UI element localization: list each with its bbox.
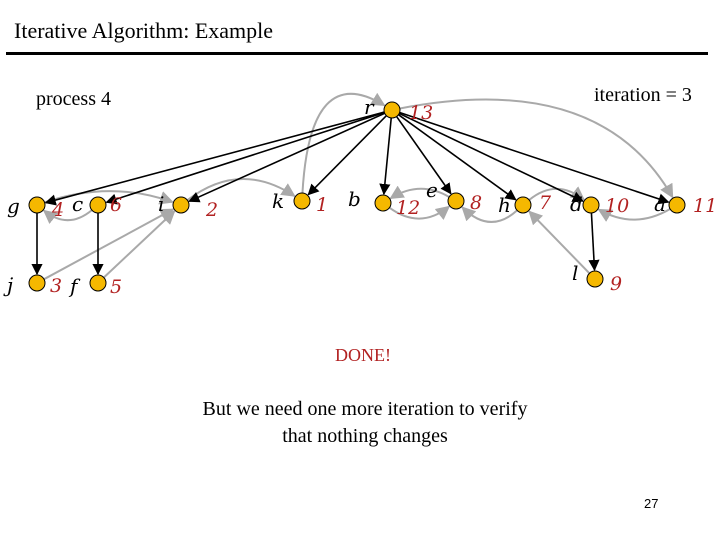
note-text: [140, 396, 590, 450]
note-line-2: that nothing changes: [282, 425, 448, 447]
node-number-r: 13: [409, 102, 434, 124]
node-j: [29, 275, 45, 291]
node-number-a: 11: [693, 195, 718, 217]
tree-edge-r-k: [308, 116, 386, 195]
node-label-b: b: [348, 187, 361, 211]
node-a: [669, 197, 685, 213]
gray-edge-f-i: [104, 211, 175, 277]
node-label-c: c: [72, 192, 84, 216]
node-number-j: 3: [50, 275, 63, 297]
page-number: 27: [644, 496, 659, 511]
node-number-g: 4: [52, 199, 65, 221]
node-f: [90, 275, 106, 291]
nodes: [3, 95, 717, 298]
tree-edge-r-e: [397, 117, 451, 194]
node-number-c: 6: [110, 194, 123, 216]
node-number-h: 7: [539, 192, 552, 214]
node-label-h: h: [498, 193, 511, 217]
node-number-b: 12: [396, 197, 421, 219]
node-label-e: e: [426, 178, 438, 202]
node-d: [583, 197, 599, 213]
node-number-e: 8: [470, 192, 483, 214]
node-label-r: r: [364, 95, 374, 119]
tree-edge-d-l: [591, 213, 594, 270]
node-h: [515, 197, 531, 213]
node-r: [384, 102, 400, 118]
iteration-label: iteration = 3: [594, 84, 692, 106]
node-i: [173, 197, 189, 213]
node-label-a: a: [654, 192, 666, 216]
node-label-g: g: [7, 194, 20, 218]
process-label: process 4: [36, 88, 111, 110]
node-label-f: f: [70, 274, 78, 298]
node-number-d: 10: [605, 195, 630, 217]
node-l: [587, 271, 603, 287]
gray-edge-l-h: [529, 211, 589, 273]
node-label-j: j: [7, 273, 14, 297]
node-c: [90, 197, 106, 213]
node-label-l: l: [572, 261, 579, 285]
node-number-l: 9: [610, 273, 623, 295]
node-label-i: i: [158, 192, 165, 216]
node-number-k: 1: [316, 194, 329, 216]
gray-edge-r-a: [400, 100, 673, 198]
note-line-1: But we need one more iteration to verify: [202, 398, 528, 420]
node-label-k: k: [272, 189, 285, 213]
node-number-i: 2: [206, 199, 219, 221]
done-label: DONE!: [335, 345, 391, 365]
tree-edge-r-a: [400, 113, 669, 203]
tree-edge-r-c: [107, 112, 385, 202]
node-b: [375, 195, 391, 211]
node-e: [448, 193, 464, 209]
node-g: [29, 197, 45, 213]
node-number-f: 5: [110, 276, 123, 298]
node-k: [294, 193, 310, 209]
tree-edge-r-h: [398, 115, 515, 200]
slide-title: Iterative Algorithm: Example: [14, 18, 274, 43]
node-label-d: d: [570, 192, 583, 216]
tree-edge-r-b: [384, 118, 391, 194]
